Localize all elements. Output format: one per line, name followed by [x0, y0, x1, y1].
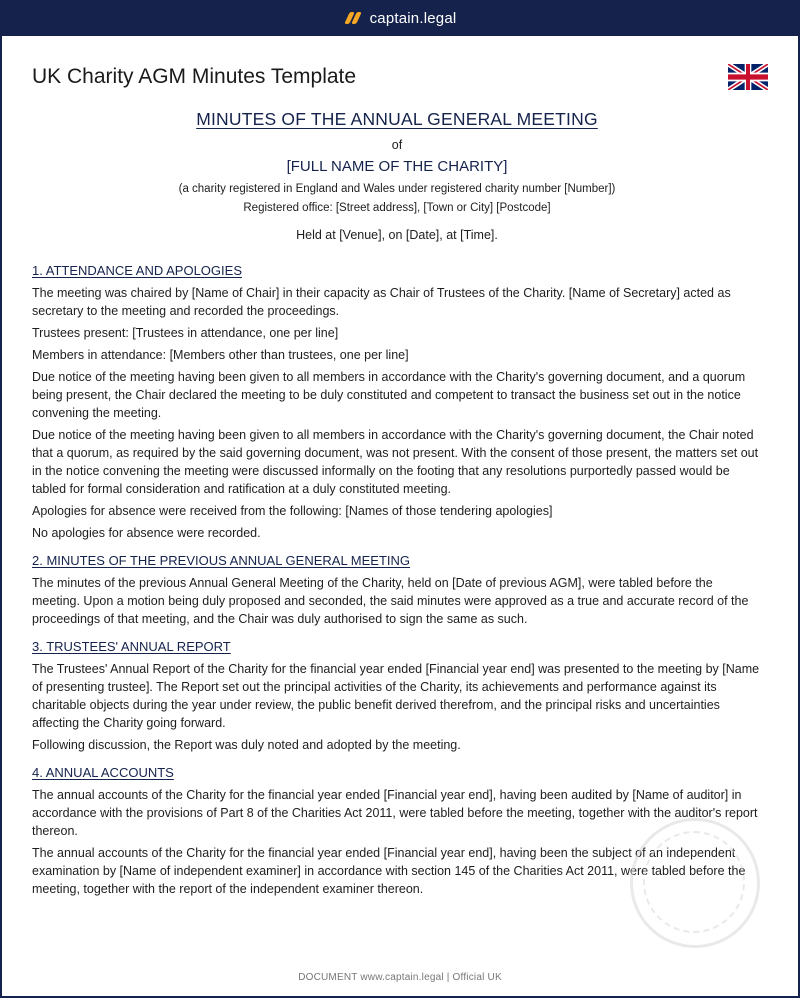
- section-heading: 1. ATTENDANCE AND APOLOGIES: [32, 263, 242, 278]
- top-bar: [0, 0, 800, 36]
- footer-text: DOCUMENT www.captain.legal | Official UK: [298, 972, 502, 983]
- paragraph: The meeting was chaired by [Name of Chair] in their capacity as Chair of Trustees of the Charity. [Name of Secretary] acted as secretary to the meeting and recorded the proceedings.: [32, 286, 731, 318]
- paragraph: Due notice of the meeting having been given to all members in accordance with the Charity's governing document, the Chair noted that a quorum, as required by the said governing document, was not present. With the consent of those present, the matters set out in the notice convening the meeting were discussed informally on the footing that any resolutions purportedly passed would be tabled for formal consideration and ratification at a duly constituted meeting.: [32, 428, 759, 496]
- document-body: [32, 110, 762, 908]
- section-heading: 2. MINUTES OF THE PREVIOUS ANNUAL GENERAL MEETING: [32, 553, 411, 568]
- section-previous-minutes: [32, 552, 762, 628]
- meeting-venue-line: Held at [Venue], on [Date], at [Time].: [296, 228, 498, 242]
- section-attendance: [32, 262, 762, 542]
- registration-line: (a charity registered in England and Wales under registered charity number [Number]): [178, 183, 616, 195]
- brand-name[interactable]: captain.legal: [369, 9, 457, 27]
- section-heading: 4. ANNUAL ACCOUNTS: [32, 765, 174, 780]
- document-header: [32, 64, 768, 94]
- paragraph: Following discussion, the Report was duly noted and adopted by the meeting.: [32, 738, 461, 752]
- minutes-title: MINUTES OF THE ANNUAL GENERAL MEETING: [196, 109, 598, 129]
- registered-office: Registered office: [Street address], [Town or City] [Postcode]: [243, 202, 551, 214]
- paragraph: Due notice of the meeting having been given to all members in accordance with the Charity's governing document, and a quorum being present, the Chair declared the meeting to be duly constituted and competent to transact the business set out in the notice convening the meeting.: [32, 370, 746, 420]
- paragraph: Apologies for absence were received from the following: [Names of those tendering apologies]: [32, 504, 553, 518]
- paragraph: The annual accounts of the Charity for the financial year ended [Financial year end], having been audited by [Name of auditor] in accordance with the provisions of Part 8 of the Charities Act 2011, were tabled before the meeting, together with the auditor's report thereon.: [32, 788, 758, 838]
- watermark-seal-icon: [630, 818, 760, 948]
- paragraph: The Trustees' Annual Report of the Charity for the financial year ended [Financial year end] was presented to the meeting by [Name of presenting trustee]. The Report set out the principal activities of the Charity, its achievements and performance against its charitable objects during the year under review, the public benefit derived therefrom, and the principal risks and uncertainties affecting the Charity going forward.: [32, 662, 760, 730]
- charity-name: [FULL NAME OF THE CHARITY]: [286, 158, 508, 175]
- of-line: of: [391, 138, 403, 152]
- paragraph: The minutes of the previous Annual General Meeting of the Charity, held on [Date of previous AGM], were tabled before the meeting. Upon a motion being duly proposed and seconded, the said minutes were approved as a true and accurate record of the proceedings of that meeting, and the Chair was duly authorised to sign the same as such.: [32, 576, 749, 626]
- paragraph: Members in attendance: [Members other than trustees, one per line]: [32, 348, 409, 362]
- document-title: UK Charity AGM Minutes Template: [32, 65, 357, 88]
- paragraph: The annual accounts of the Charity for the financial year ended [Financial year end], having been the subject of an independent examination by [Name of independent examiner] in accordance with section 145 of the Charities Act 2011, were tabled before the meeting, together with the report of the independent examiner thereon.: [32, 846, 746, 896]
- section-heading: 3. TRUSTEES' ANNUAL REPORT: [32, 639, 231, 654]
- uk-flag-icon: [728, 64, 768, 90]
- paragraph: No apologies for absence were recorded.: [32, 526, 261, 540]
- brand-logo-icon: [344, 12, 362, 24]
- section-trustees-report: [32, 638, 762, 754]
- paragraph: Trustees present: [Trustees in attendance, one per line]: [32, 326, 339, 340]
